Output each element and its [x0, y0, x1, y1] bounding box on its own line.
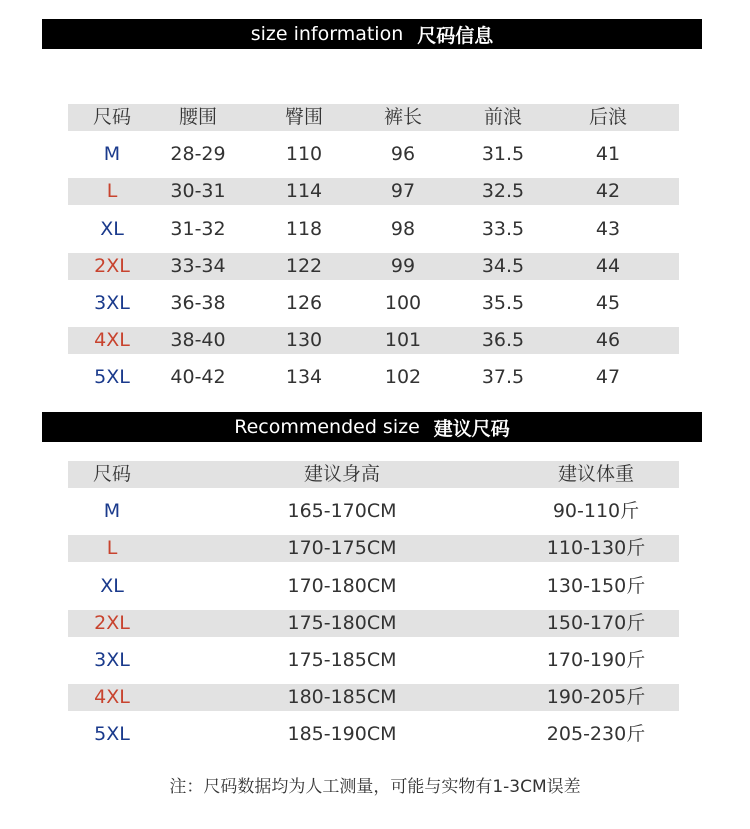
recommend-table-cell: 150-170斤 — [546, 611, 646, 634]
size-table-cell: 43 — [595, 217, 621, 240]
size-table-row — [68, 141, 679, 168]
size-table-cell: 110 — [285, 143, 323, 166]
size-table-column-header: 臀围 — [284, 106, 324, 128]
size-table-cell: 32.5 — [481, 180, 525, 203]
recommend-table-column-header: 尺码 — [92, 463, 132, 485]
size-label: 3XL — [94, 291, 130, 314]
size-table-row — [68, 327, 679, 354]
size-table-cell: 96 — [390, 143, 416, 166]
size-table-cell: 100 — [384, 291, 422, 314]
size-table-cell: 46 — [595, 329, 621, 352]
size-label: 2XL — [94, 611, 130, 634]
recommend-table-row — [68, 535, 679, 562]
size-table-cell: 118 — [285, 217, 323, 240]
size-label: 3XL — [94, 648, 130, 671]
size-label: 2XL — [94, 254, 130, 277]
recommend-table-row — [68, 647, 679, 674]
size-information-table — [68, 104, 679, 402]
recommend-table-cell: 175-180CM — [287, 611, 397, 634]
size-information-title-en: size information — [250, 23, 404, 45]
size-table-row — [68, 216, 679, 243]
size-table-cell: 130 — [285, 329, 323, 352]
size-table-cell: 126 — [285, 291, 323, 314]
recommend-table-cell: 110-130斤 — [546, 537, 646, 560]
recommend-table-cell: 205-230斤 — [546, 723, 646, 746]
recommend-table-cell: 170-175CM — [287, 537, 397, 560]
size-table-cell: 38-40 — [170, 329, 226, 352]
size-table-column-header: 后浪 — [588, 106, 628, 128]
recommended-size-table — [68, 461, 679, 759]
size-table-cell: 114 — [285, 180, 323, 203]
size-table-header-row — [68, 104, 679, 131]
size-table-cell: 99 — [390, 254, 416, 277]
recommend-table-row — [68, 573, 679, 600]
recommend-table-cell: 180-185CM — [287, 686, 397, 709]
recommended-size-title-en: Recommended size — [234, 416, 420, 438]
recommend-table-row — [68, 498, 679, 525]
size-label: L — [106, 180, 118, 203]
size-table-cell: 122 — [285, 254, 323, 277]
recommended-size-title-cn: 建议尺码 — [433, 417, 510, 440]
size-table-row — [68, 364, 679, 391]
size-table-cell: 36.5 — [481, 329, 525, 352]
size-table-column-header: 尺码 — [92, 106, 132, 128]
size-table-cell: 30-31 — [170, 180, 226, 203]
size-table-cell: 34.5 — [481, 254, 525, 277]
size-table-cell: 101 — [384, 329, 422, 352]
recommend-table-column-header: 建议体重 — [557, 463, 635, 485]
recommend-table-cell: 175-185CM — [287, 648, 397, 671]
size-label: 4XL — [94, 686, 130, 709]
size-information-title-cn: 尺码信息 — [417, 24, 494, 47]
recommend-table-cell: 190-205斤 — [546, 686, 646, 709]
size-table-cell: 134 — [285, 366, 323, 389]
recommend-table-cell: 130-150斤 — [546, 574, 646, 597]
size-label: L — [106, 537, 118, 560]
size-table-cell: 31-32 — [170, 217, 226, 240]
size-table-row — [68, 253, 679, 280]
size-table-cell: 31.5 — [481, 143, 525, 166]
recommend-table-cell: 165-170CM — [287, 500, 397, 523]
recommend-table-cell: 170-190斤 — [546, 648, 646, 671]
recommend-table-cell: 90-110斤 — [552, 500, 640, 523]
size-label: M — [103, 500, 121, 523]
size-table-cell: 102 — [384, 366, 422, 389]
size-table-row — [68, 290, 679, 317]
size-table-column-header: 腰围 — [178, 106, 218, 128]
size-table-cell: 42 — [595, 180, 621, 203]
size-table-cell: 41 — [595, 143, 621, 166]
size-table-row — [68, 178, 679, 205]
recommend-table-row — [68, 684, 679, 711]
recommend-table-column-header: 建议身高 — [303, 463, 381, 485]
measurement-note: 注：尺码数据均为人工测量，可能与实物有1-3CM误差 — [169, 777, 581, 797]
size-table-cell: 47 — [595, 366, 621, 389]
recommend-table-cell: 170-180CM — [287, 574, 397, 597]
size-table-cell: 40-42 — [170, 366, 226, 389]
size-label: XL — [100, 217, 124, 240]
size-table-column-header: 前浪 — [483, 106, 523, 128]
size-table-cell: 36-38 — [170, 291, 226, 314]
size-table-cell: 33-34 — [170, 254, 226, 277]
recommend-table-row — [68, 721, 679, 748]
size-table-cell: 45 — [595, 291, 621, 314]
size-table-cell: 35.5 — [481, 291, 525, 314]
size-table-cell: 33.5 — [481, 217, 525, 240]
size-table-cell: 37.5 — [481, 366, 525, 389]
size-label: 5XL — [94, 366, 130, 389]
size-table-cell: 97 — [390, 180, 416, 203]
recommended-size-header — [42, 412, 702, 442]
recommend-table-row — [68, 610, 679, 637]
size-table-cell: 28-29 — [170, 143, 226, 166]
size-label: 4XL — [94, 329, 130, 352]
size-table-cell: 44 — [595, 254, 621, 277]
size-label: M — [103, 143, 121, 166]
size-information-header — [42, 19, 702, 49]
size-table-column-header: 裤长 — [383, 106, 423, 128]
size-label: 5XL — [94, 723, 130, 746]
size-table-cell: 98 — [390, 217, 416, 240]
recommend-table-header-row — [68, 461, 679, 488]
size-label: XL — [100, 574, 124, 597]
recommend-table-cell: 185-190CM — [287, 723, 397, 746]
